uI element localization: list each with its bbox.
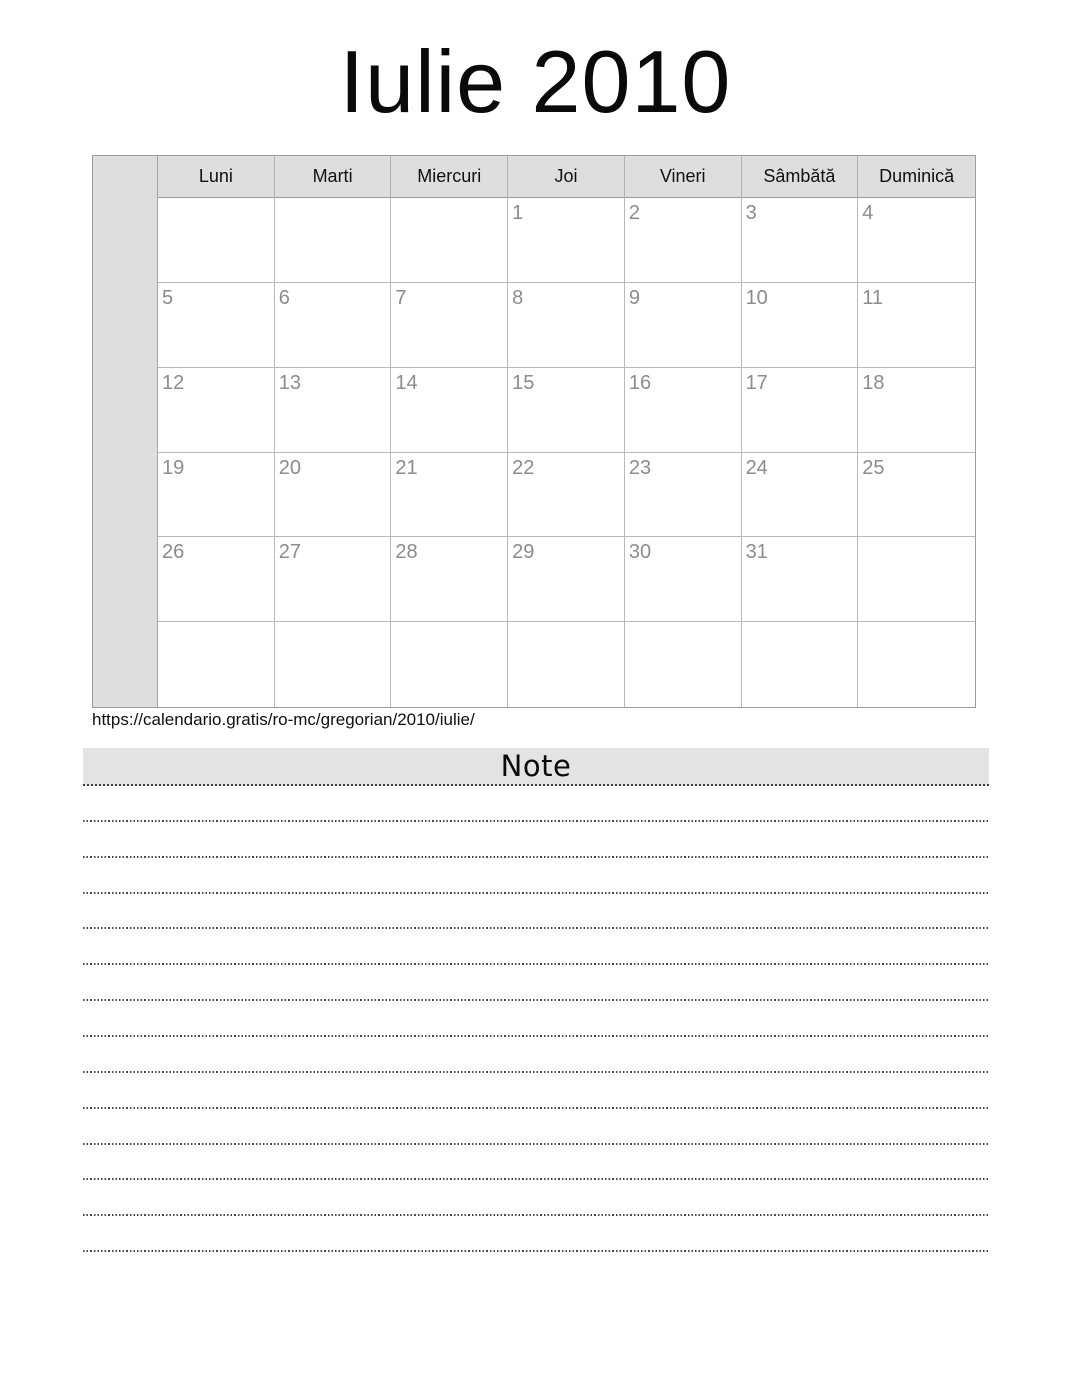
calendar-day-cell (742, 622, 859, 707)
calendar-day-cell (508, 622, 625, 707)
calendar-table (92, 155, 976, 708)
note-line (83, 1071, 989, 1073)
day-header-cell: Marti (275, 156, 392, 198)
calendar-day-cell: 30 (625, 537, 742, 622)
calendar-day-cell: 25 (858, 453, 975, 538)
calendar-day-cell (158, 622, 275, 707)
page-title: Iulie 2010 (339, 32, 732, 131)
calendar-day-cell: 20 (275, 453, 392, 538)
day-header-cell: Luni (158, 156, 275, 198)
note-line (83, 820, 989, 822)
note-line (83, 1250, 989, 1252)
day-header-cell: Sâmbătă (742, 156, 859, 198)
calendar-day-cell: 14 (391, 368, 508, 453)
calendar-day-cell: 1 (508, 198, 625, 283)
calendar-day-cell (275, 198, 392, 283)
day-header-cell: Duminică (858, 156, 975, 198)
calendar-day-cell: 8 (508, 283, 625, 368)
calendar-day-cell: 5 (158, 283, 275, 368)
calendar-day-cell: 23 (625, 453, 742, 538)
source-url-text: https://calendario.gratis/ro-mc/gregorian/2010/iulie/ (92, 710, 475, 729)
calendar-day-cell (391, 198, 508, 283)
calendar-day-cell: 17 (742, 368, 859, 453)
calendar-day-cell: 31 (742, 537, 859, 622)
day-header-cell: Vineri (625, 156, 742, 198)
calendar-day-cell: 13 (275, 368, 392, 453)
calendar-day-cell: 18 (858, 368, 975, 453)
note-line (83, 1035, 989, 1037)
note-line (83, 856, 989, 858)
calendar-day-cell (625, 622, 742, 707)
calendar-day-cell: 27 (275, 537, 392, 622)
calendar-day-cell: 22 (508, 453, 625, 538)
calendar-day-cell: 2 (625, 198, 742, 283)
calendar-day-cell: 9 (625, 283, 742, 368)
calendar-gutter-column (93, 156, 158, 707)
calendar-day-cell: 21 (391, 453, 508, 538)
calendar-day-cell: 7 (391, 283, 508, 368)
calendar-day-cell: 3 (742, 198, 859, 283)
note-line (83, 1178, 989, 1180)
calendar-day-cell: 24 (742, 453, 859, 538)
note-line (83, 1107, 989, 1109)
note-line (83, 1214, 989, 1216)
notes-writing-area (83, 786, 989, 1266)
notes-header-band (83, 748, 989, 786)
note-line (83, 892, 989, 894)
calendar-day-cell (158, 198, 275, 283)
day-header-cell: Joi (508, 156, 625, 198)
calendar-day-cell: 16 (625, 368, 742, 453)
calendar-day-cell: 6 (275, 283, 392, 368)
day-header-cell: Miercuri (391, 156, 508, 198)
calendar-day-cell: 4 (858, 198, 975, 283)
note-line (83, 1143, 989, 1145)
calendar-day-cell: 15 (508, 368, 625, 453)
calendar-day-cell: 29 (508, 537, 625, 622)
notes-title: Note (500, 749, 572, 783)
calendar-day-cell (858, 537, 975, 622)
calendar-day-cell (391, 622, 508, 707)
note-line (83, 999, 989, 1001)
calendar-day-cell: 26 (158, 537, 275, 622)
calendar-day-cell (858, 622, 975, 707)
calendar-day-cell: 12 (158, 368, 275, 453)
calendar-day-cell (275, 622, 392, 707)
calendar-day-cell: 19 (158, 453, 275, 538)
calendar-day-cell: 28 (391, 537, 508, 622)
calendar-day-cell: 11 (858, 283, 975, 368)
note-line (83, 927, 989, 929)
note-line (83, 963, 989, 965)
calendar-day-cell: 10 (742, 283, 859, 368)
